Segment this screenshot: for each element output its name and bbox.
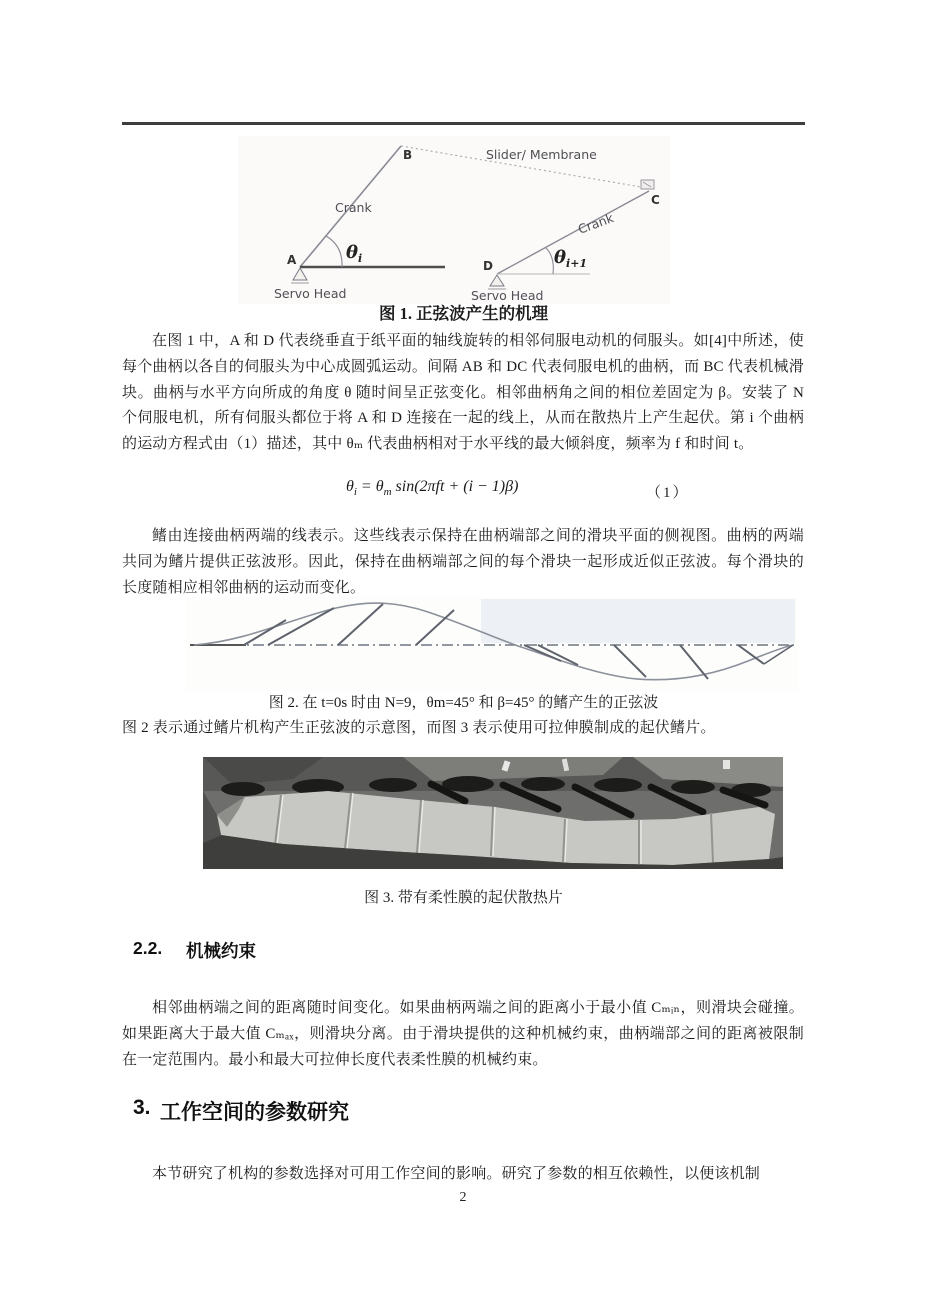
eq-rhs-base: θ [375, 478, 384, 495]
eq-rhs-sub: m [383, 486, 392, 499]
figure1-crank-right-label: Crank [575, 210, 616, 237]
section-3-number: 3. [133, 1096, 151, 1119]
paragraph-3: 图 2 表示通过鳍片机构产生正弦波的示意图，而图 3 表示使用可拉伸膜制成的起伏鳍片。 [122, 720, 716, 736]
figure1-servo-right-label: Servo Head [471, 288, 544, 303]
section-3-heading [133, 1096, 349, 1126]
paragraph-2: 鳍由连接曲柄两端的线表示。这些线表示保持在曲柄端部之间的滑块平面的侧视图。曲柄的两端共同为鳍片提供正弦波形。因此，保持在曲柄端部之间的每个滑块一起形成近似正弦波。每个滑块的长度随相应相邻曲柄的运动而变化。 [122, 528, 804, 596]
header-rule [122, 122, 805, 125]
section-2-2-number: 2.2. [133, 938, 163, 958]
figure3-caption: 图 3. 带有柔性膜的起伏散热片 [364, 890, 563, 906]
figure1-label-d: D [483, 259, 493, 273]
figure3-fin-photo [203, 757, 783, 869]
eq-lhs-base: θ [346, 478, 354, 495]
paragraph-4: 相邻曲柄端之间的距离随时间变化。如果曲柄两端之间的距离小于最小值 Cₘᵢₙ，则滑块会碰撞。如果距离大于最大值 Cₘₐₓ，则滑块分离。由于滑块提供的这种机械约束，曲柄端部之间的距离被限制在一定范围内。最小和最大可拉伸长度代表柔性膜的机械约束。 [122, 1000, 804, 1068]
figure1-mechanism-diagram [238, 136, 670, 304]
figure1-theta-i-base: θ [346, 242, 359, 263]
paragraph-1: 在图 1 中，A 和 D 代表绕垂直于纸平面的轴线旋转的相邻伺服电动机的伺服头。如[4]中所述，使每个曲柄以各自的伺服头为中心成圆弧运动。间隔 AB 和 DC 代表伺服电机的曲柄，而 BC 代表机械滑块。曲柄与水平方向所成的角度 θ 随时间呈正弦变化。相邻曲柄角之间的相位差固定为 β。安装了 N 个伺服电机，所有伺服头都位于将 A 和 D 连接在一起的线上，从而在散热片上产生起伏。第 i 个曲柄的运动方程式由（1）描述，其中 θₘ 代表曲柄相对于水平线的最大倾斜度，频率为 f 和时间 t。 [122, 333, 804, 453]
figure2-scan-tint [481, 599, 795, 643]
figure1-theta-i1-sub: i+1 [566, 257, 588, 270]
section-2-2-title: 机械约束 [186, 941, 256, 961]
figure1-label-b: B [403, 148, 413, 162]
figure1-crank-left-label: Crank [335, 200, 372, 215]
eq-rhs-rest: sin(2πft + (i − 1)β) [391, 478, 519, 495]
section-3-title: 工作空间的参数研究 [160, 1101, 349, 1124]
figure1-caption: 图 1. 正弦波产生的机理 [378, 304, 549, 323]
section-2-2-heading [133, 938, 256, 963]
eq-lhs-sub: i [353, 486, 357, 499]
photo-white-speck-3 [723, 760, 730, 769]
figure2-sine-wave-sketch [186, 597, 798, 691]
figure1-theta-i-sub: i [358, 252, 363, 265]
equation-number: （1） [646, 485, 690, 501]
figure1-theta-i1-base: θ [554, 247, 567, 268]
eq-equals: = [356, 478, 376, 495]
equation-expression [346, 478, 518, 498]
figure1-slider-membrane-label: Slider/ Membrane [486, 147, 597, 162]
figure1-servo-left-label: Servo Head [274, 286, 347, 301]
figure1-label-c: C [651, 193, 660, 207]
figure2-caption: 图 2. 在 t=0s 时由 N=9，θm=45° 和 β=45° 的鳍产生的正弦波 [268, 695, 659, 711]
paragraph-5: 本节研究了机构的参数选择对可用工作空间的影响。研究了参数的相互依赖性，以便该机制 [152, 1166, 761, 1182]
equation-1 [122, 478, 805, 506]
page-number: 2 [459, 1190, 467, 1205]
figure1-label-a: A [287, 253, 297, 267]
